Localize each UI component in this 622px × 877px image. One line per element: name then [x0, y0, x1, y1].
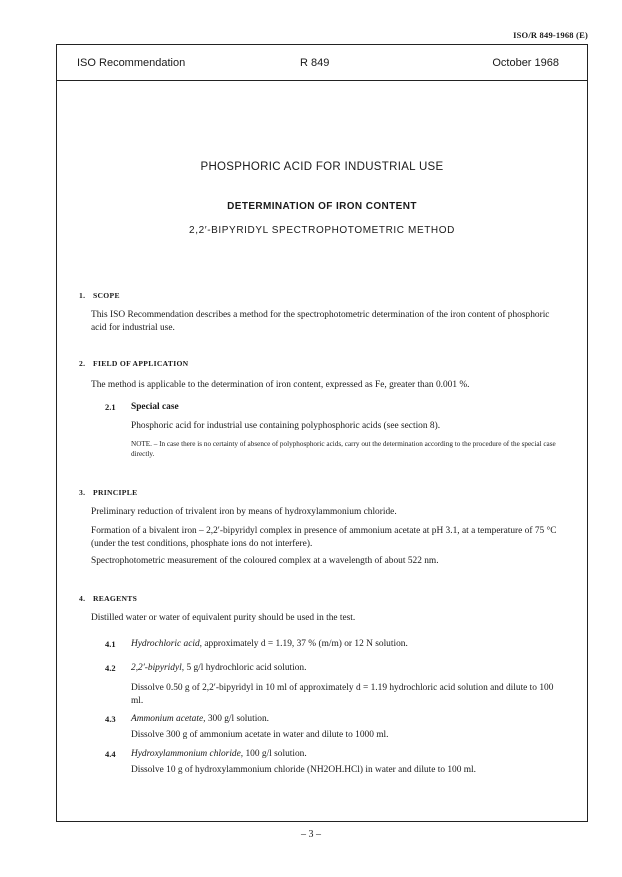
reagent-line: [131, 638, 561, 651]
section-heading-principle: [79, 486, 137, 499]
section-title: REAGENTS: [93, 594, 138, 603]
method-title: 2,2′-BIPYRIDYL SPECTROPHOTOMETRIC METHOD: [189, 225, 455, 236]
subsection-special-case: [105, 401, 565, 467]
reagent-spec: 300 g/l solution.: [205, 714, 270, 724]
reagent-spec: approximately d = 1.19, 37 % (m/m) or 12 N solution.: [202, 639, 408, 649]
reagents-intro: Distilled water or water of equivalent purity should be used in the test.: [91, 613, 356, 623]
reagent-line: [131, 662, 561, 675]
document-title: PHOSPHORIC ACID FOR INDUSTRIAL USE: [200, 161, 444, 173]
reagent-spec: 100 g/l solution.: [243, 749, 307, 759]
header-number: R 849: [300, 57, 330, 69]
page-number: – 3 –: [301, 829, 321, 840]
reagent-preparation: Dissolve 300 g of ammonium acetate in water and dilute to 1000 ml.: [131, 730, 389, 740]
reagent-name: Ammonium acetate,: [131, 714, 206, 724]
document-subtitle: DETERMINATION OF IRON CONTENT: [227, 201, 417, 212]
principle-paragraph-3: Spectrophotometric measurement of the coloured complex at a wavelength of about 522 nm.: [91, 556, 439, 566]
scope-text: This ISO Recommendation describes a method for the spectrophotometric determination of the iron content of phosphoric acid for industrial use.: [91, 310, 550, 333]
section-heading-reagents: [79, 592, 137, 605]
subsection-body: [131, 401, 561, 459]
reagent-preparation: Dissolve 0.50 g of 2,2′-bipyridyl in 10 ml of approximately d = 1.19 hydrochloric acid solution and dilute to 100 ml.: [131, 683, 554, 706]
reagent-number: 4.1: [105, 639, 116, 649]
section-heading-field: [79, 357, 188, 370]
section-number: 4.: [79, 594, 86, 603]
field-text: The method is applicable to the determination of iron content, expressed as Fe, greater than 0.001 %.: [91, 380, 470, 390]
reagent-number: 4.3: [105, 714, 116, 724]
reagent-name: Hydrochloric acid,: [131, 639, 202, 649]
reagent-number: 4.4: [105, 749, 116, 759]
subsection-number: 2.1: [105, 402, 116, 412]
section-number: 1.: [79, 291, 86, 300]
section-title: FIELD OF APPLICATION: [93, 359, 189, 368]
reagent-name: Hydroxylammonium chloride,: [131, 749, 244, 759]
section-number: 3.: [79, 488, 86, 497]
principle-paragraph-2: Formation of a bivalent iron – 2,2′-bipyridyl complex in presence of ammonium acetate at pH 3.1, at a temperature of 75 °C (under the test conditions, phosphate ions do not interfere).: [91, 526, 557, 549]
reagent-line: [131, 748, 561, 761]
reagent-name: 2,2′-bipyridyl,: [131, 663, 185, 673]
page-frame: [56, 44, 588, 822]
special-case-text: Phosphoric acid for industrial use containing polyphosphoric acids (see section 8).: [131, 421, 441, 431]
reagent-spec: 5 g/l hydrochloric acid solution.: [184, 663, 307, 673]
header-bar: [57, 45, 587, 81]
reagent-line: [131, 713, 561, 726]
header-date: October 1968: [492, 57, 559, 69]
principle-paragraph-1: Preliminary reduction of trivalent iron by means of hydroxylammonium chloride.: [91, 507, 397, 517]
note-text: NOTE. – In case there is no certainty of absence of polyphosphoric acids, carry out the determination according to the procedure of the special case directly.: [131, 440, 556, 458]
document-reference: ISO/R 849-1968 (E): [513, 30, 588, 40]
reagent-number: 4.2: [105, 663, 116, 673]
section-title: SCOPE: [93, 291, 120, 300]
header-label: ISO Recommendation: [77, 57, 186, 69]
section-heading-scope: [79, 289, 120, 302]
subsection-heading: Special case: [131, 402, 179, 412]
reagent-preparation: Dissolve 10 g of hydroxylammonium chloride (NH2OH.HCl) in water and dilute to 100 ml.: [131, 765, 477, 775]
section-title: PRINCIPLE: [93, 488, 138, 497]
section-number: 2.: [79, 359, 86, 368]
